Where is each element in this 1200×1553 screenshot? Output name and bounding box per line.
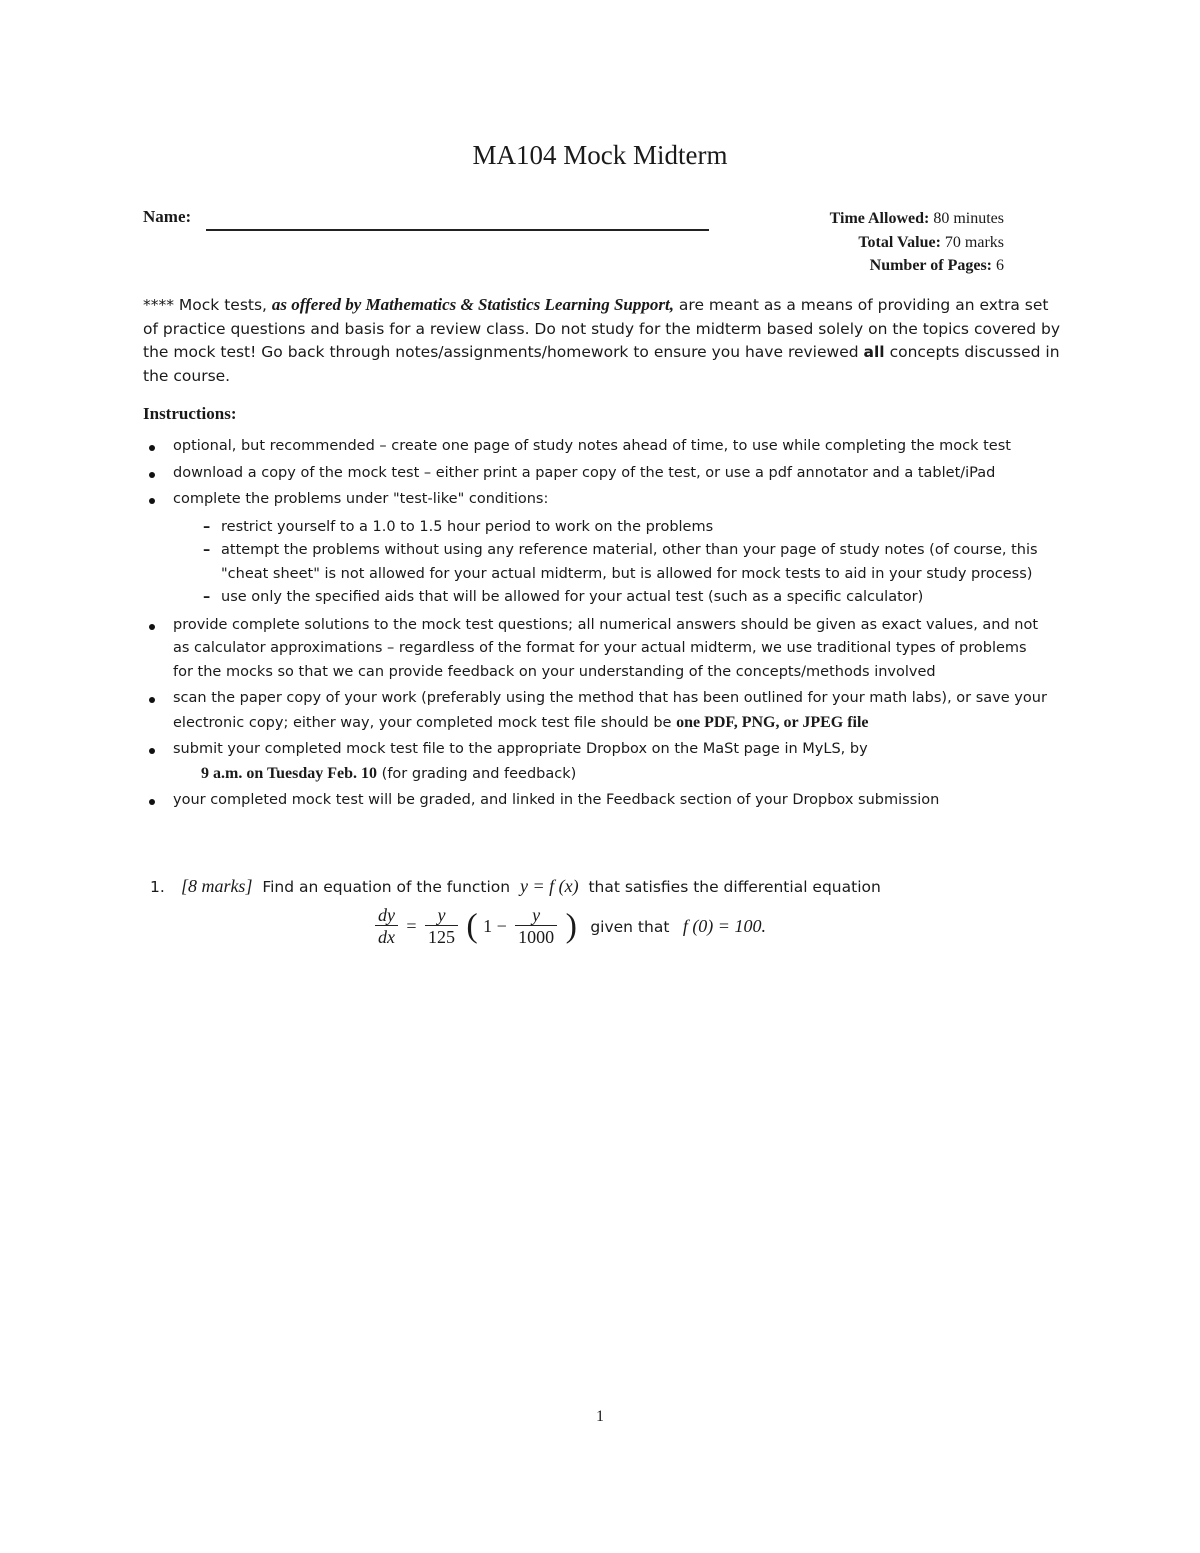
notice-prefix: **** Mock tests, bbox=[143, 296, 267, 314]
instruction-item bbox=[149, 738, 1049, 786]
given-text: given that bbox=[590, 917, 670, 936]
question-text-a: Find an equation of the function bbox=[262, 878, 511, 896]
bullet-icon bbox=[149, 697, 155, 703]
bullet-icon bbox=[149, 498, 155, 504]
instruction-subitem bbox=[195, 586, 1049, 610]
number-of-pages-label: Number of Pages: bbox=[869, 257, 992, 274]
instruction-item bbox=[149, 462, 1049, 486]
notice-emphasis: as offered by Mathematics & Statistics Learning Support, bbox=[271, 295, 674, 314]
fraction-y-125 bbox=[425, 905, 458, 948]
initial-condition: f (0) = 100. bbox=[682, 916, 766, 936]
instruction-sublist bbox=[173, 516, 1049, 610]
deadline-emphasis: 9 a.m. on Tuesday Feb. 10 bbox=[201, 764, 378, 782]
dash-icon: – bbox=[203, 589, 211, 605]
fraction-denominator: 1000 bbox=[518, 927, 555, 947]
document-title: MA104 Mock Midterm bbox=[472, 140, 728, 170]
instruction-item bbox=[149, 789, 1049, 813]
bullet-icon bbox=[149, 624, 155, 630]
open-paren: ( bbox=[466, 907, 478, 945]
page-number: 1 bbox=[596, 1408, 604, 1425]
bullet-icon bbox=[149, 799, 155, 805]
notice-strong: all bbox=[863, 343, 885, 361]
differential-equation bbox=[372, 905, 766, 955]
fraction-numerator: y bbox=[425, 905, 458, 926]
instruction-text: provide complete solutions to the mock test questions; all numerical answers should be given as exact values, and not as calculator approximations – regardless of the format for your actual midterm, we use traditional types of problems for the mocks so that we can provide feedback on your understanding of the concepts/methods involved bbox=[173, 616, 1039, 680]
question-text-b: that satisfies the differential equation bbox=[588, 878, 881, 896]
instruction-subitem bbox=[195, 516, 1049, 540]
name-label: Name: bbox=[143, 207, 192, 226]
instruction-text: download a copy of the mock test – either print a paper copy of the test, or use a pdf annotator and a tablet/iPad bbox=[173, 464, 996, 481]
number-of-pages-value: 6 bbox=[996, 257, 1004, 274]
question-number: 1. bbox=[150, 878, 165, 896]
fraction-dy-dx bbox=[375, 905, 398, 948]
deadline-tail: (for grading and feedback) bbox=[381, 765, 577, 782]
exam-meta bbox=[830, 207, 1004, 278]
total-value-row bbox=[830, 231, 1004, 255]
instructions-heading: Instructions: bbox=[143, 404, 237, 423]
dash-icon: – bbox=[203, 518, 211, 535]
time-allowed-label: Time Allowed: bbox=[829, 210, 930, 227]
file-format-emphasis: one PDF, PNG, or JPEG file bbox=[676, 713, 869, 731]
question-1 bbox=[150, 874, 1050, 899]
instruction-text: scan the paper copy of your work (preferably using the method that has been outlined for your math labs), or save your electronic copy; either way, your completed mock test file should be bbox=[173, 690, 1047, 731]
one-minus: 1 − bbox=[483, 916, 507, 936]
number-of-pages-row bbox=[830, 254, 1004, 278]
instruction-subtext: use only the specified aids that will be allowed for your actual test (such as a specific calculator) bbox=[221, 589, 924, 605]
notice-body: are meant as a means of providing an extra set of practice questions and basis for a review class. Do not study for the midterm based solely on the topics covered by the mock test! Go back through notes/assignments/homework to ensure you have reviewed bbox=[143, 296, 1060, 361]
fraction-numerator: dy bbox=[375, 905, 398, 926]
dash-icon: – bbox=[203, 542, 211, 558]
question-marks: [8 marks] bbox=[180, 876, 253, 896]
instruction-item bbox=[149, 435, 1049, 459]
instruction-text: complete the problems under "test-like" conditions: bbox=[173, 491, 549, 507]
bullet-icon bbox=[149, 445, 155, 451]
instruction-subtext: attempt the problems without using any reference material, other than your page of study notes (of course, this "cheat sheet" is not allowed for your actual midterm, but is allowed for mock tests to aid in your study process) bbox=[221, 542, 1038, 582]
mock-test-notice bbox=[143, 293, 1063, 388]
instruction-subtext: restrict yourself to a 1.0 to 1.5 hour period to work on the problems bbox=[221, 518, 714, 535]
fraction-numerator: y bbox=[515, 905, 557, 926]
time-allowed-row bbox=[830, 207, 1004, 231]
bullet-icon bbox=[149, 748, 155, 754]
total-value-label: Total Value: bbox=[858, 233, 941, 251]
time-allowed-value: 80 minutes bbox=[933, 210, 1004, 227]
instructions-list bbox=[149, 435, 1049, 816]
fraction-denominator: dx bbox=[378, 927, 395, 947]
instruction-text: submit your completed mock test file to the appropriate Dropbox on the MaSt page in MyLS, by bbox=[173, 741, 868, 757]
notice-tail: concepts discussed in the course. bbox=[143, 343, 1060, 385]
fraction-denominator: 125 bbox=[427, 927, 455, 947]
bullet-icon bbox=[149, 472, 155, 478]
instruction-item bbox=[149, 614, 1049, 685]
instruction-text: your completed mock test will be graded, and linked in the Feedback section of your Dropbox submission bbox=[173, 792, 940, 808]
name-blank-line[interactable] bbox=[206, 229, 709, 231]
instruction-item bbox=[149, 687, 1049, 735]
fraction-y-1000 bbox=[515, 905, 557, 948]
total-value-value: 70 marks bbox=[944, 233, 1004, 251]
equals-sign: = bbox=[406, 916, 417, 936]
instruction-item bbox=[149, 488, 1049, 610]
close-paren: ) bbox=[565, 907, 577, 945]
instruction-subitem bbox=[195, 539, 1049, 586]
question-function: y = f (x) bbox=[519, 876, 579, 896]
instruction-text: optional, but recommended – create one page of study notes ahead of time, to use while completing the mock test bbox=[173, 438, 1011, 454]
